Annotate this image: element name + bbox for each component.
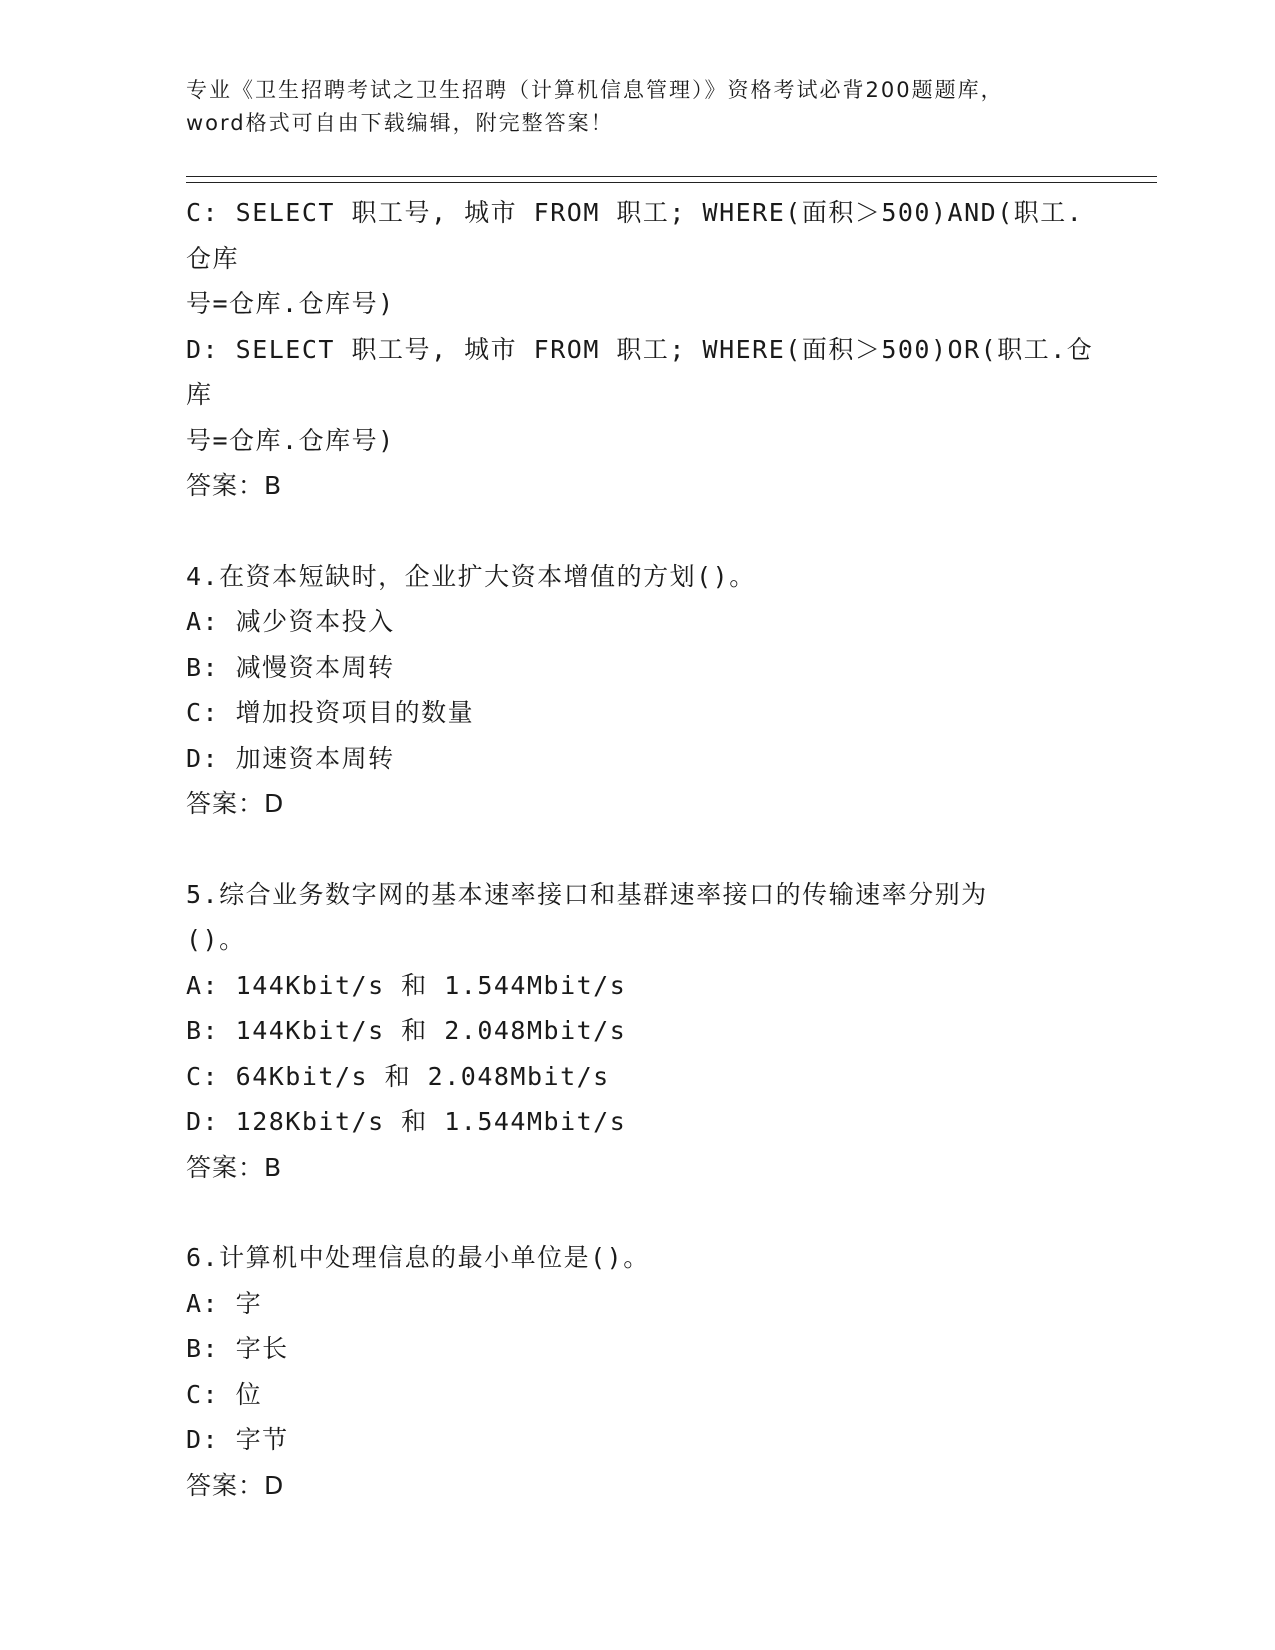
document-header	[186, 74, 1086, 140]
option-d-line-1: D: SELECT 职工号, 城市 FROM 职工; WHERE(面积＞500)OR(职工.仓库	[186, 334, 1094, 409]
option-c: C: 64Kbit/s 和 2.048Mbit/s	[186, 1061, 610, 1091]
option-d: D: 字节	[186, 1425, 289, 1454]
question-content	[186, 190, 1106, 1508]
question-stem: 5.综合业务数字网的基本速率接口和基群速率接口的传输速率分别为	[186, 879, 988, 909]
question-5	[186, 872, 1106, 1191]
option-d: D: 加速资本周转	[186, 743, 395, 773]
header-divider-bottom	[186, 182, 1157, 183]
question-stem-continued: ()。	[186, 925, 246, 954]
question-3-continued	[186, 190, 1106, 509]
option-c-line-1: C: SELECT 职工号, 城市 FROM 职工; WHERE(面积＞500)AND(职工.仓库	[186, 198, 1084, 273]
question-4	[186, 554, 1106, 827]
answer-label: 答案：B	[186, 1152, 283, 1182]
option-a: A: 减少资本投入	[186, 607, 395, 636]
answer-label: 答案：D	[186, 1470, 285, 1500]
answer-label: 答案：D	[186, 789, 285, 818]
option-b: B: 减慢资本周转	[186, 652, 395, 682]
header-divider-top	[186, 176, 1157, 177]
option-b: B: 字长	[186, 1334, 289, 1363]
spacer	[186, 1190, 1106, 1235]
spacer	[186, 509, 1106, 554]
spacer	[186, 827, 1106, 872]
option-c: C: 位	[186, 1379, 263, 1409]
question-6	[186, 1235, 1106, 1508]
option-b: B: 144Kbit/s 和 2.048Mbit/s	[186, 1016, 627, 1045]
option-d-line-2: 号=仓库.仓库号)	[186, 425, 395, 455]
option-a: A: 144Kbit/s 和 1.544Mbit/s	[186, 970, 627, 1000]
question-stem: 6.计算机中处理信息的最小单位是()。	[186, 1243, 650, 1272]
option-d: D: 128Kbit/s 和 1.544Mbit/s	[186, 1107, 627, 1136]
header-line-1: 专业《卫生招聘考试之卫生招聘（计算机信息管理）》资格考试必背200题题库，	[186, 78, 1004, 102]
option-a: A: 字	[186, 1288, 263, 1318]
option-c-line-2: 号=仓库.仓库号)	[186, 289, 395, 318]
header-line-2: word格式可自由下载编辑，附完整答案！	[186, 111, 614, 135]
option-c: C: 增加投资项目的数量	[186, 698, 475, 727]
answer-label: 答案：B	[186, 471, 283, 500]
question-stem: 4.在资本短缺时，企业扩大资本增值的方划()。	[186, 561, 756, 591]
